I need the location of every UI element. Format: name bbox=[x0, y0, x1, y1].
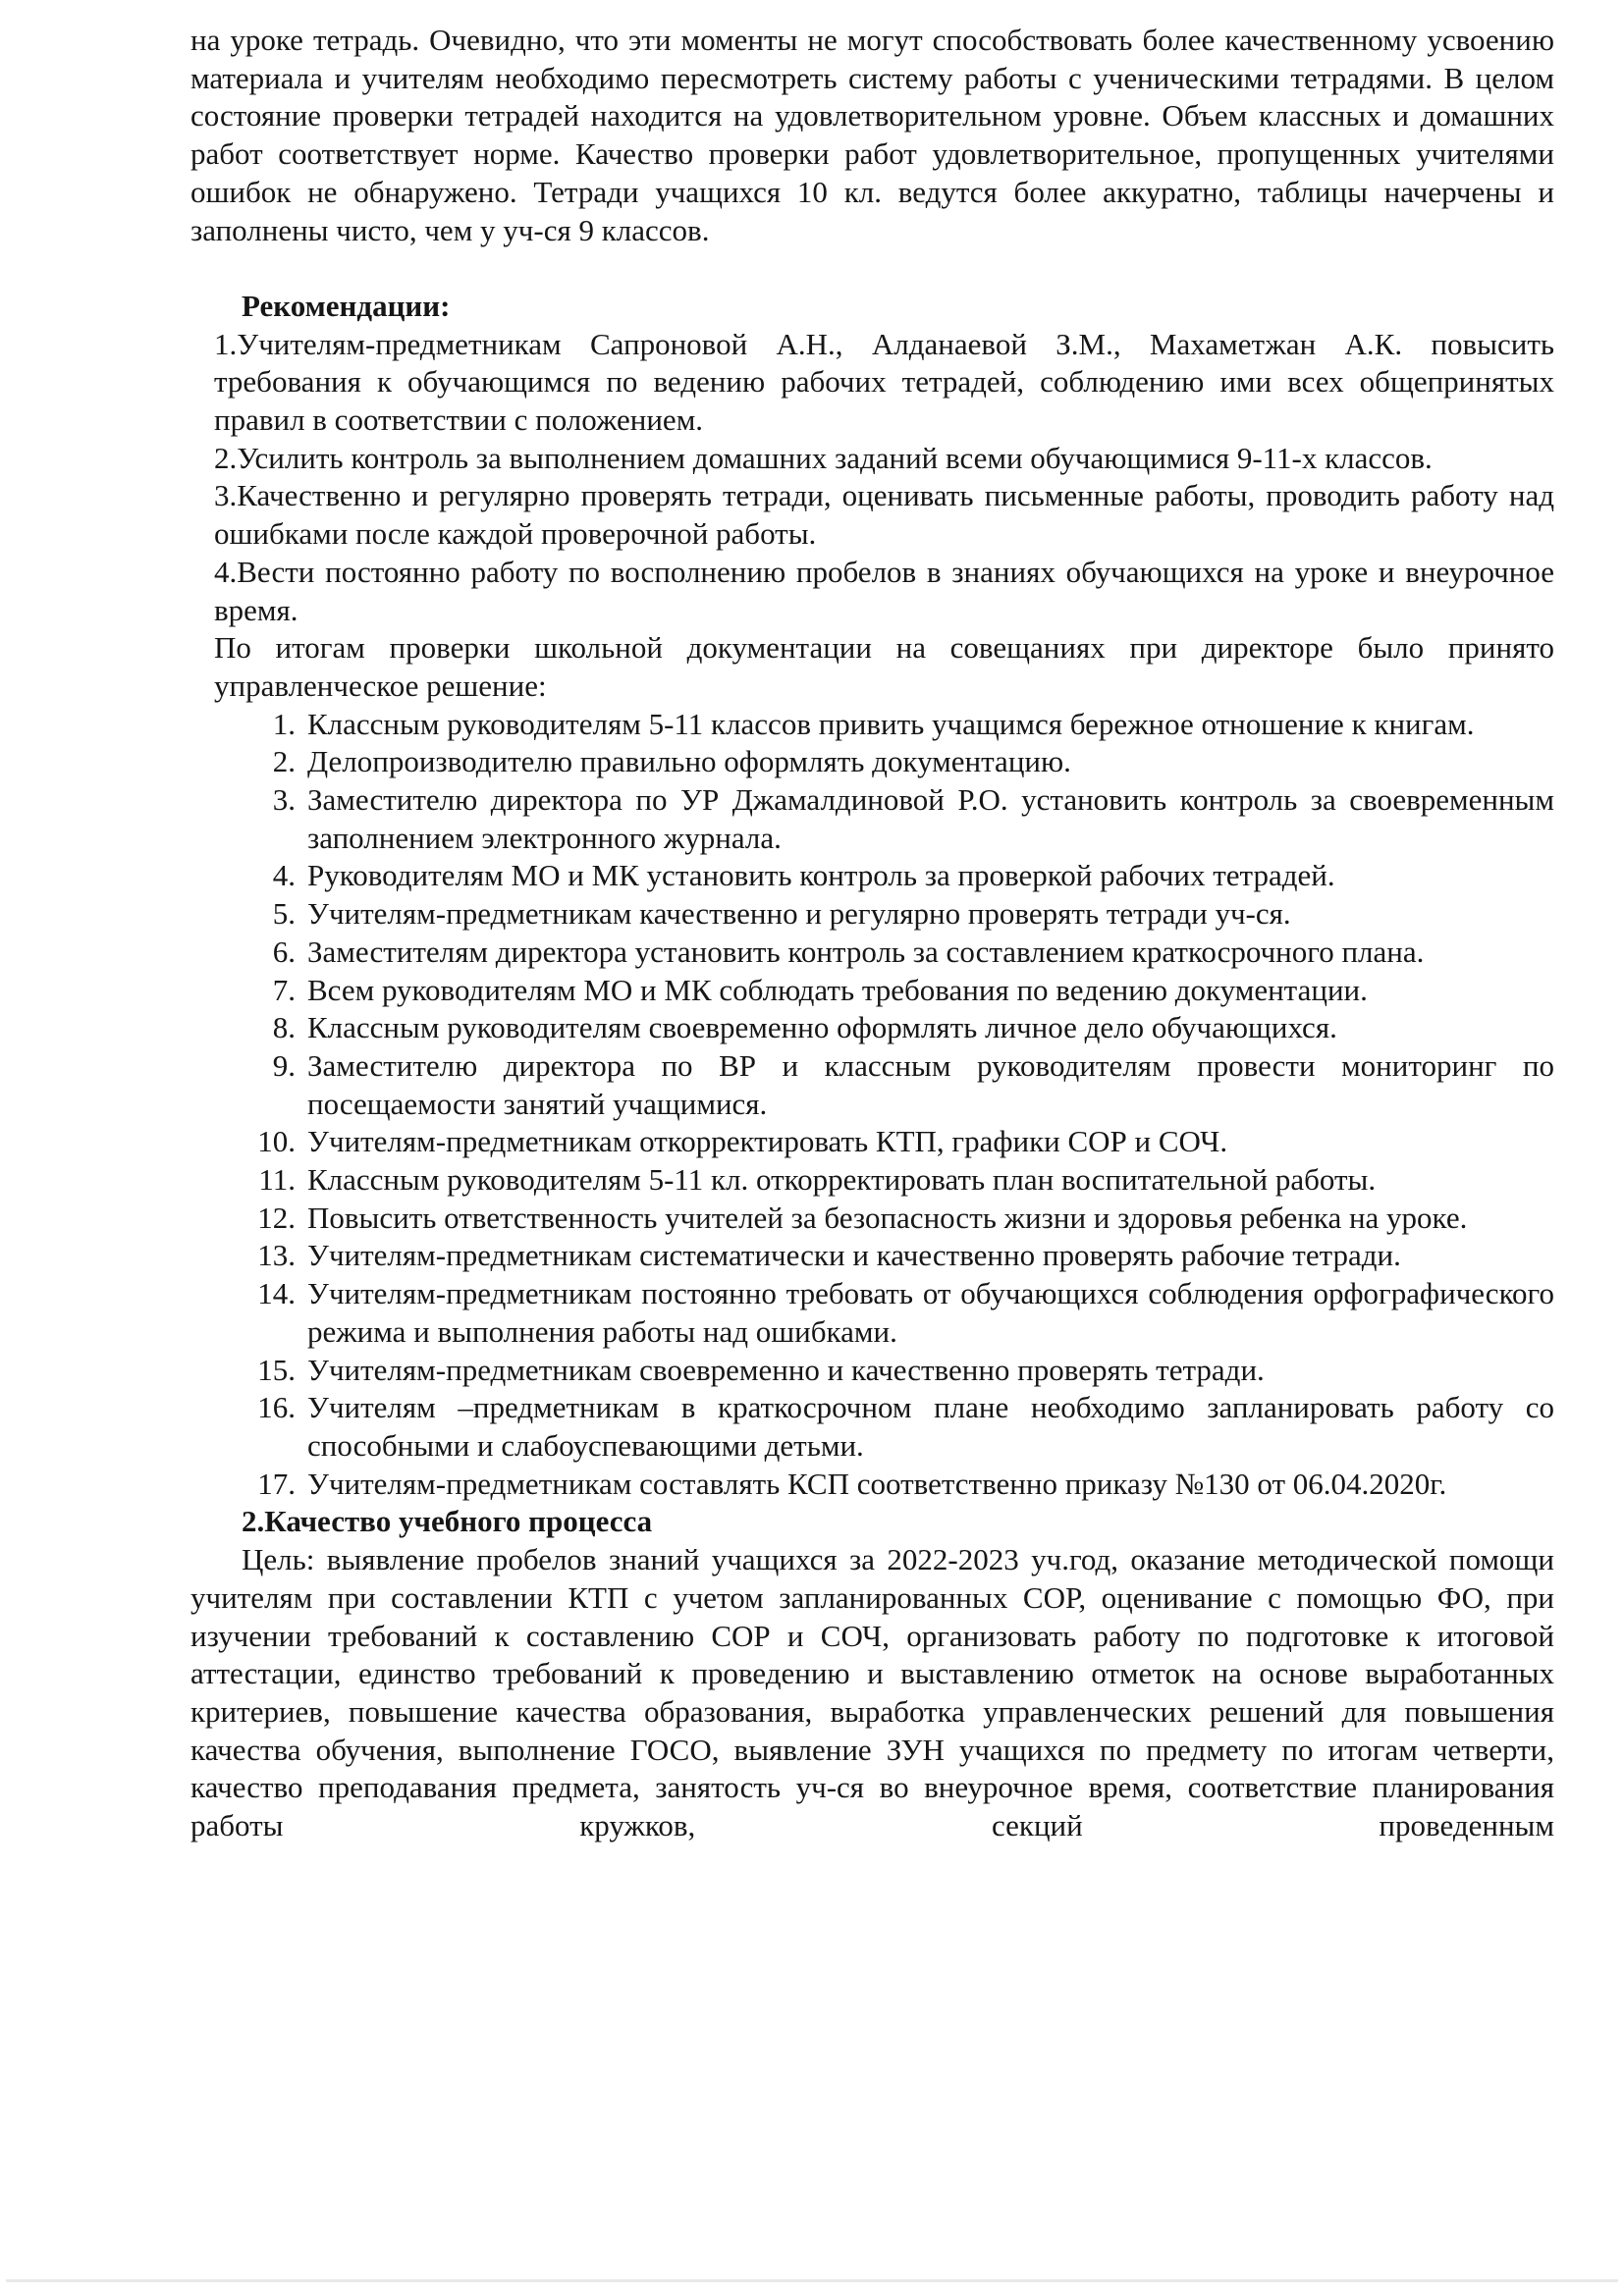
recommendation-item-2: 2.Усилить контроль за выполнением домашних заданий всеми обучающимися 9-11-х классов. bbox=[214, 440, 1433, 475]
decision-item bbox=[190, 743, 1554, 781]
decision-item bbox=[190, 1389, 1554, 1465]
recommendations-heading: Рекомендации: bbox=[242, 288, 451, 323]
decision-number: 1. bbox=[272, 706, 296, 741]
decision-number: 17. bbox=[257, 1466, 296, 1501]
intro-paragraph: на уроке тетрадь. Очевидно, что эти моменты не могут способствовать более качественному усвоению материала и учителям необходимо пересмотреть систему работы с ученическими тетрадями. В целом состояние проверки тетрадей находится на удовлетворительном уровне. Объем классных и домашних работ соответствует норме. Качество проверки работ удовлетворительное, пропущенных учителями ошибок не обнаружено. Тетради учащихся 10 кл. ведутся более аккуратно, таблицы начерчены и заполнены чисто, чем у уч-ся 9 классов. bbox=[190, 23, 1554, 247]
decision-item bbox=[190, 1161, 1554, 1200]
decision-number: 11. bbox=[258, 1162, 296, 1198]
decision-text: Учителям –предметникам в краткосрочном плане необходимо запланировать работу со способными и слабоуспевающими детьми. bbox=[307, 1390, 1554, 1463]
decision-item bbox=[190, 1047, 1554, 1123]
section2-goal-paragraph: Цель: выявление пробелов знаний учащихся за 2022-2023 уч.год, оказание методической помощи учителям при составлении КТП с учетом запланированных СОР, оценивание с помощью ФО, при изучении требований к составлению СОР и СОЧ, организовать работу по подготовке к итоговой аттестации, единство требований к проведению и выставлению отметок на основе выработанных критериев, повышение качества образования, выработка управленческих решений для повышения качества обучения, выполнение ГОСО, выявление ЗУН учащихся по предмету по итогам четверти, качество преподавания предмета, занятость уч-ся во внеурочное время, соответствие планирования работы кружков, секций проведенным bbox=[190, 1542, 1554, 1843]
decision-text: Заместителю директора по УР Джамалдиновой Р.О. установить контроль за своевременным заполнением электронного журнала. bbox=[307, 782, 1554, 855]
recommendation-item-4: 4.Вести постоянно работу по восполнению пробелов в знаниях обучающихся на уроке и внеурочное время. bbox=[214, 554, 1554, 627]
decision-list bbox=[190, 706, 1554, 1504]
decision-item bbox=[190, 1237, 1554, 1275]
decision-text: Классным руководителям своевременно оформлять личное дело обучающихся. bbox=[307, 1010, 1337, 1045]
decision-text: Повысить ответственность учителей за безопасность жизни и здоровья ребенка на уроке. bbox=[307, 1200, 1468, 1235]
decision-item bbox=[190, 1123, 1554, 1161]
decision-text: Заместителю директора по ВР и классным руководителям провести мониторинг по посещаемости занятий учащимися. bbox=[307, 1047, 1554, 1121]
decision-text: Учителям-предметникам постоянно требовать от обучающихся соблюдения орфографического режима и выполнения работы над ошибками. bbox=[307, 1276, 1554, 1349]
recommendation-item-1: 1.Учителям-предметникам Сапроновой А.Н., Алданаевой З.М., Махаметжан А.К. повысить требования к обучающимся по ведению рабочих тетрадей, соблюдению ими всех общепринятых правил в соответствии с положением. bbox=[214, 326, 1554, 438]
page-edge-artifact bbox=[6, 2279, 1618, 2282]
decision-item bbox=[190, 972, 1554, 1010]
decision-number: 12. bbox=[257, 1200, 296, 1235]
decision-number: 9. bbox=[272, 1047, 296, 1083]
decision-number: 6. bbox=[272, 934, 296, 969]
decision-text: Руководителям МО и МК установить контроль за проверкой рабочих тетрадей. bbox=[307, 858, 1335, 893]
decision-text: Учителям-предметникам качественно и регулярно проверять тетради уч-ся. bbox=[307, 896, 1291, 932]
decision-item bbox=[190, 857, 1554, 895]
decision-text: Учителям-предметникам откорректировать КТП, графики СОР и СОЧ. bbox=[307, 1124, 1228, 1159]
decision-number: 4. bbox=[272, 858, 296, 893]
decision-text: Учителям-предметникам своевременно и качественно проверять тетради. bbox=[307, 1352, 1265, 1387]
decision-item bbox=[190, 781, 1554, 857]
decision-number: 5. bbox=[272, 896, 296, 932]
decision-item bbox=[190, 706, 1554, 744]
decision-text: Классным руководителям 5-11 кл. откорректировать план воспитательной работы. bbox=[307, 1162, 1377, 1198]
decision-item bbox=[190, 1200, 1554, 1238]
decision-item bbox=[190, 1275, 1554, 1351]
decision-text: Учителям-предметникам составлять КСП соответственно приказу №130 от 06.04.2020г. bbox=[307, 1466, 1447, 1501]
section2-heading: 2.Качество учебного процесса bbox=[242, 1504, 653, 1539]
decision-number: 16. bbox=[257, 1390, 296, 1425]
decision-number: 2. bbox=[272, 744, 296, 779]
decision-item bbox=[190, 1009, 1554, 1047]
decision-number: 15. bbox=[257, 1352, 296, 1387]
decision-item bbox=[190, 1352, 1554, 1390]
recommendation-item-3: 3.Качественно и регулярно проверять тетради, оценивать письменные работы, проводить работу над ошибками после каждой проверочной работы. bbox=[214, 478, 1554, 552]
decision-text: Всем руководителям МО и МК соблюдать требования по ведению документации. bbox=[307, 972, 1368, 1007]
decision-number: 14. bbox=[257, 1276, 296, 1311]
decision-number: 8. bbox=[272, 1010, 296, 1045]
decision-text: Классным руководителям 5-11 классов привить учащимся бережное отношение к книгам. bbox=[307, 706, 1475, 741]
decision-intro-paragraph: По итогам проверки школьной документации на совещаниях при директоре было принято управленческое решение: bbox=[214, 630, 1554, 703]
decision-item bbox=[190, 934, 1554, 972]
decision-item bbox=[190, 895, 1554, 934]
decision-number: 7. bbox=[272, 972, 296, 1007]
decision-number: 3. bbox=[272, 782, 296, 818]
decision-number: 13. bbox=[257, 1238, 296, 1273]
decision-number: 10. bbox=[257, 1124, 296, 1159]
decision-text: Заместителям директора установить контроль за составлением краткосрочного плана. bbox=[307, 934, 1425, 969]
decision-item bbox=[190, 1466, 1554, 1504]
decision-text: Учителям-предметникам систематически и качественно проверять рабочие тетради. bbox=[307, 1238, 1401, 1273]
decision-text: Делопроизводителю правильно оформлять документацию. bbox=[307, 744, 1071, 779]
